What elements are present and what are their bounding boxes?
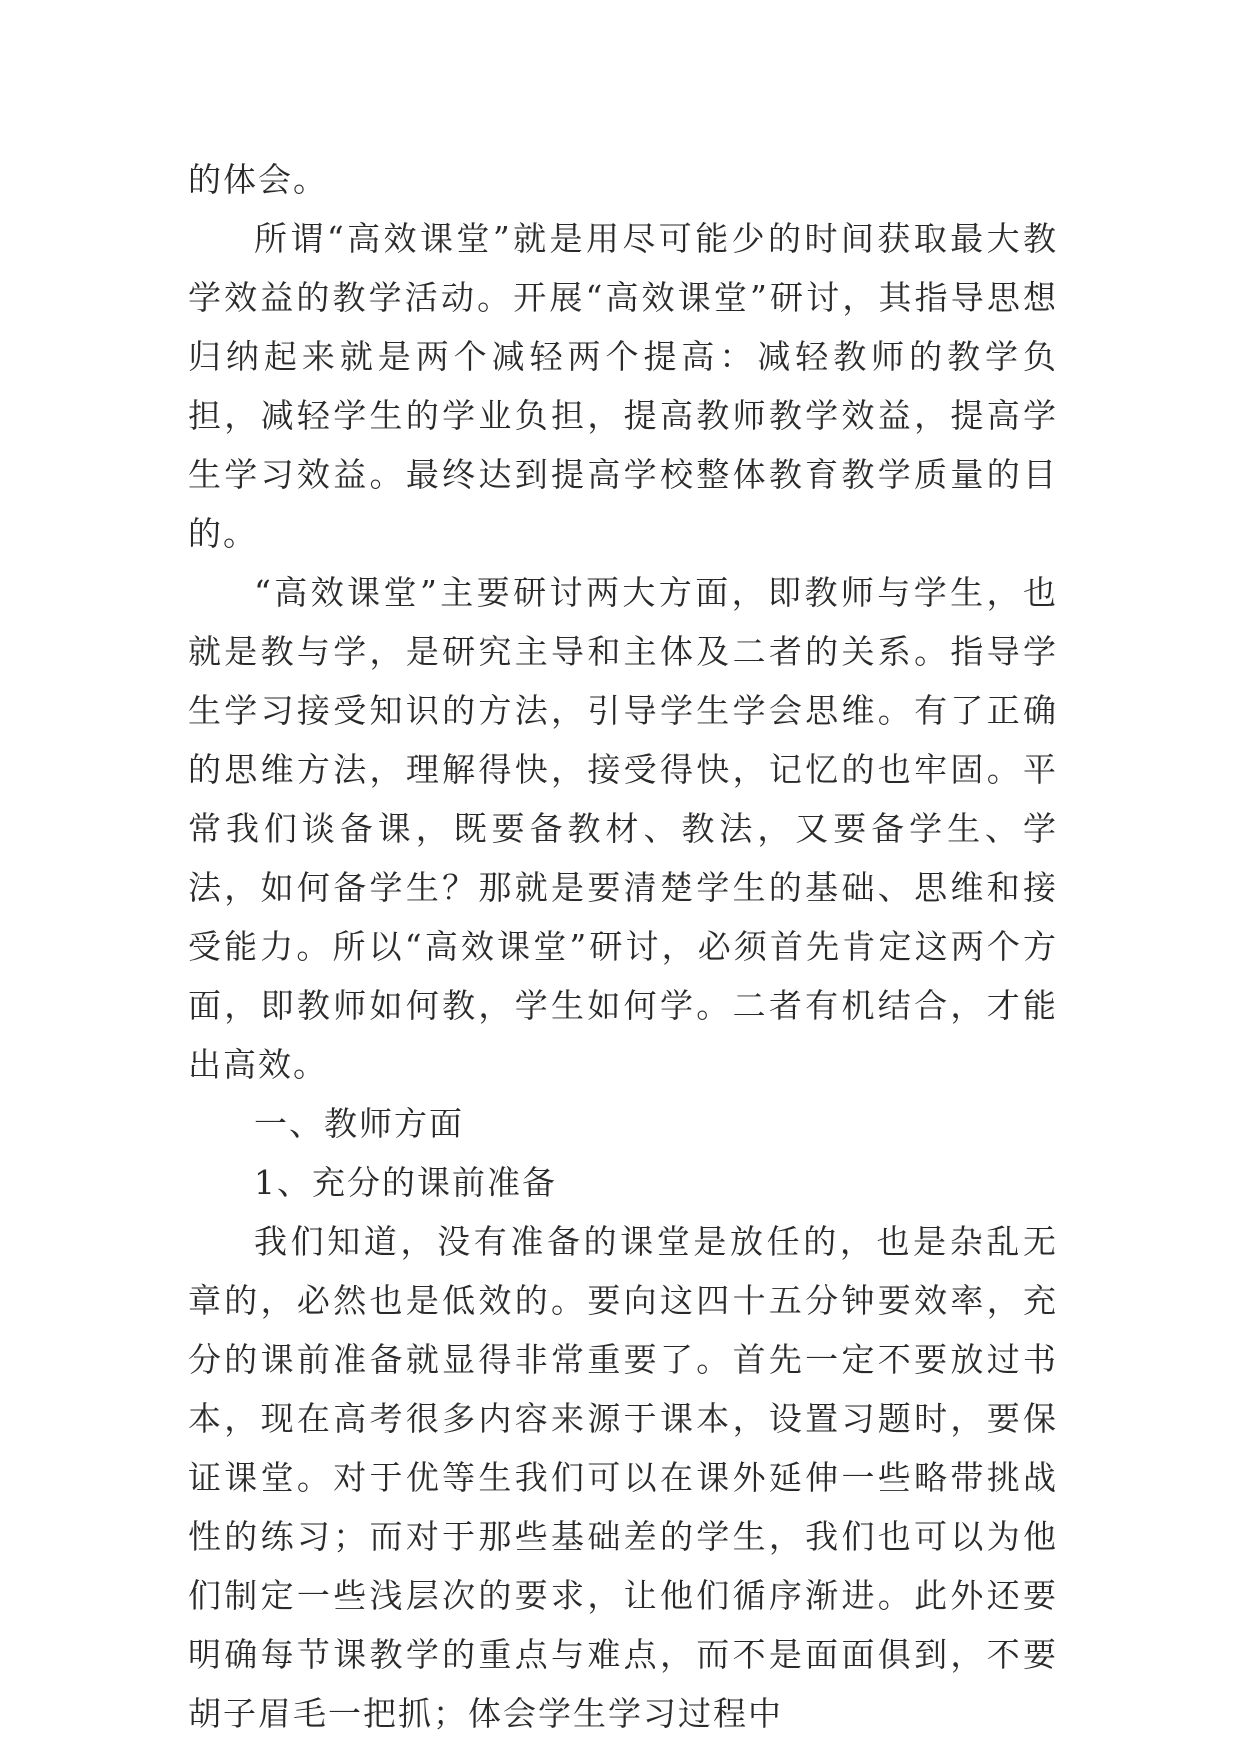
section-heading-teacher: 一、教师方面 bbox=[254, 1104, 464, 1143]
subsection-heading-preparation: 1、充分的课前准备 bbox=[254, 1163, 557, 1202]
paragraph-preparation: 我们知道，没有准备的课堂是放任的，也是杂乱无章的，必然也是低效的。要向这四十五分钟要效率，充分的课前准备就显得非常重要了。首先一定不要放过书本，现在高考很多内容来源于课本，设置习题时，要保证课堂。对于优等生我们可以在课外延伸一些略带挑战性的练习；而对于那些基础差的学生，我们也可以为他们制定一些浅层次的要求，让他们循序渐进。此外还要明确每节课教学的重点与难点，而不是面面俱到，不要胡子眉毛一把抓；体会学生学习过程中 bbox=[188, 1222, 1058, 1733]
paragraph-continuation: 的体会。 bbox=[188, 160, 328, 199]
paragraph-two-aspects: “高效课堂”主要研讨两大方面，即教师与学生，也就是教与学，是研究主导和主体及二者的关系。指导学生学习接受知识的方法，引导学生学会思维。有了正确的思维方法，理解得快，接受得快，记忆的也牢固。平常我们谈备课，既要备教材、教法，又要备学生、学法，如何备学生？那就是要清楚学生的基础、思维和接受能力。所以“高效课堂”研讨，必须首先肯定这两个方面，即教师如何教，学生如何学。二者有机结合，才能出高效。 bbox=[188, 573, 1058, 1084]
document-body bbox=[188, 150, 1058, 1743]
paragraph-definition: 所谓“高效课堂”就是用尽可能少的时间获取最大教学效益的教学活动。开展“高效课堂”研讨，其指导思想归纳起来就是两个减轻两个提高：减轻教师的教学负担，减轻学生的学业负担，提高教师教学效益，提高学生学习效益。最终达到提高学校整体教育教学质量的目的。 bbox=[188, 219, 1058, 553]
